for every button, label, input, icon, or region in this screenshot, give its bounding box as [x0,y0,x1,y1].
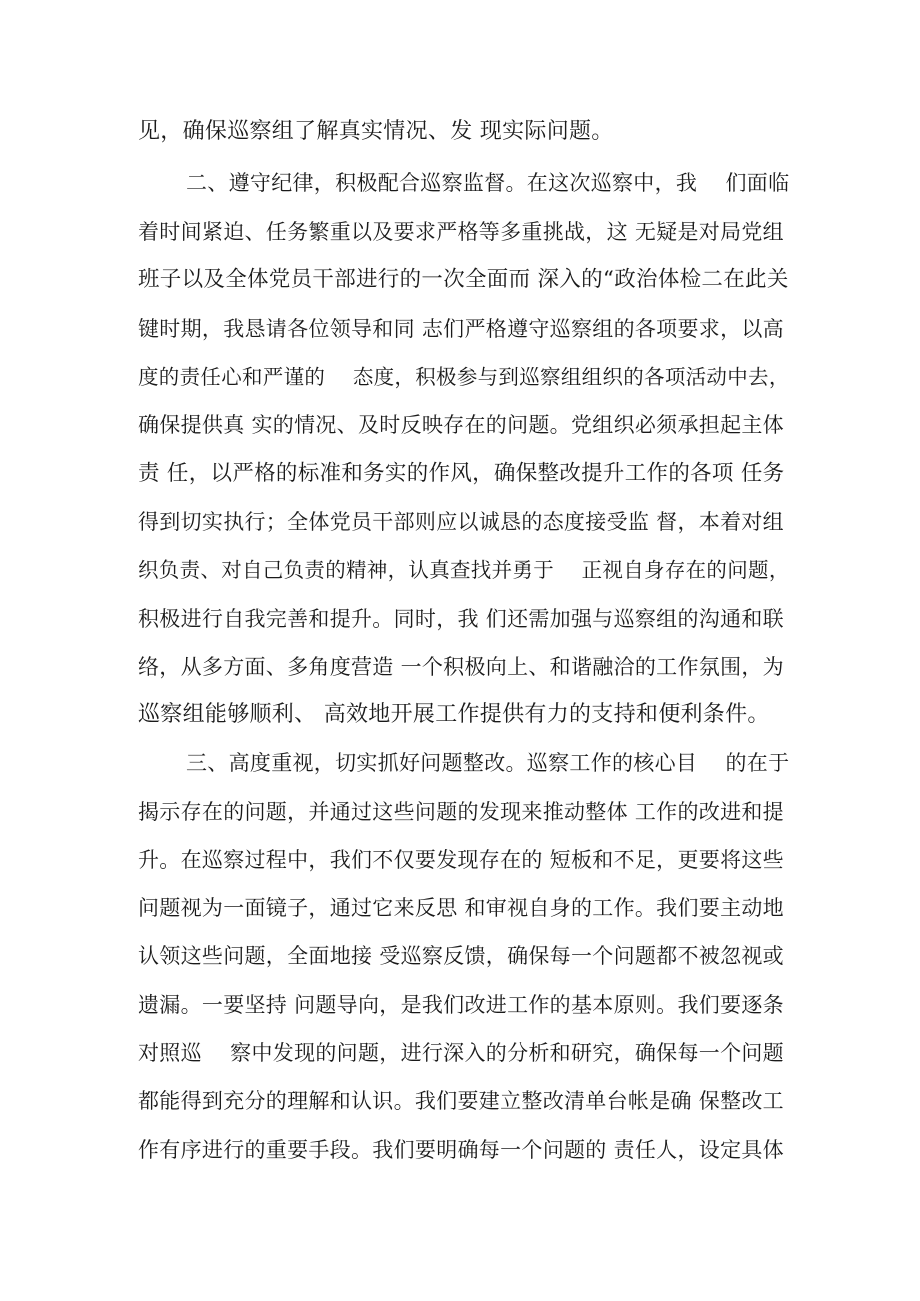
text-line: 度的责任心和严谨的 态度，积极参与到巡察组组织的各项活动中去， [138,365,790,389]
text-line: 作有序进行的重要手段。我们要明确每一个问题的 责任人，设定具体 [138,1138,784,1162]
text-line: 络，从多方面、多角度营造 一个积极向上、和谐融洽的工作氛围，为 [138,655,784,679]
text-line: 见，确保巡察组了解真实情况、发 现实际问题。 [138,119,614,144]
text-line: 积极进行自我完善和提升。同时，我 们还需加强与巡察组的沟通和联 [138,607,784,631]
text-line: 遗漏。一要坚持 问题导向，是我们改进工作的基本原则。我们要逐条 [138,993,784,1017]
text-line: 对照巡 察中发现的问题，进行深入的分析和研究，确保每一个问题 [138,1041,784,1065]
text-line: 巡察组能够顺利、 高效地开展工作提供有力的支持和便利条件。 [138,702,770,727]
text-line: 升。在巡察过程中，我们不仅要发现存在的 短板和不足，更要将这些 [138,848,784,872]
text-line: 织负责、对自己负责的精神，认真查找并勇于 正视自身存在的问题， [138,558,790,582]
text-line: 键时期，我恳请各位领导和同 志们严格遵守巡察组的各项要求，以高 [138,317,784,341]
section-heading-line: 二、遵守纪律，积极配合巡察监督。在这次巡察中，我 们面临 [186,171,790,195]
text-line: 揭示存在的问题，并通过这些问题的发现来推动整体 工作的改进和提 [138,800,784,824]
text-line: 都能得到充分的理解和认识。我们要建立整改清单台帐是确 保整改工 [138,1089,784,1113]
text-line: 问题视为一面镜子，通过它来反思 和审视自身的工作。我们要主动地 [138,896,784,920]
text-line: 认领这些问题，全面地接 受巡察反馈，确保每一个问题都不被忽视或 [138,944,784,968]
section-heading-line: 三、高度重视，切实抓好问题整改。巡察工作的核心目 的在于 [186,751,790,775]
text-line: 得到切实执行；全体党员干部则应以诚恳的态度接受监 督，本着对组 [138,510,784,534]
text-line: 班子以及全体党员干部进行的一次全面而 深入的“政治体检二在此关 [138,267,789,292]
text-line: 确保提供真 实的情况、及时反映存在的问题。党组织必须承担起主体 [138,413,784,437]
text-line: 责 任，以严格的标准和务实的作风，确保整改提升工作的各项 任务 [138,461,785,486]
text-line: 着时间紧迫、任务繁重以及要求严格等多重挑战，这 无疑是对局党组 [138,220,784,244]
